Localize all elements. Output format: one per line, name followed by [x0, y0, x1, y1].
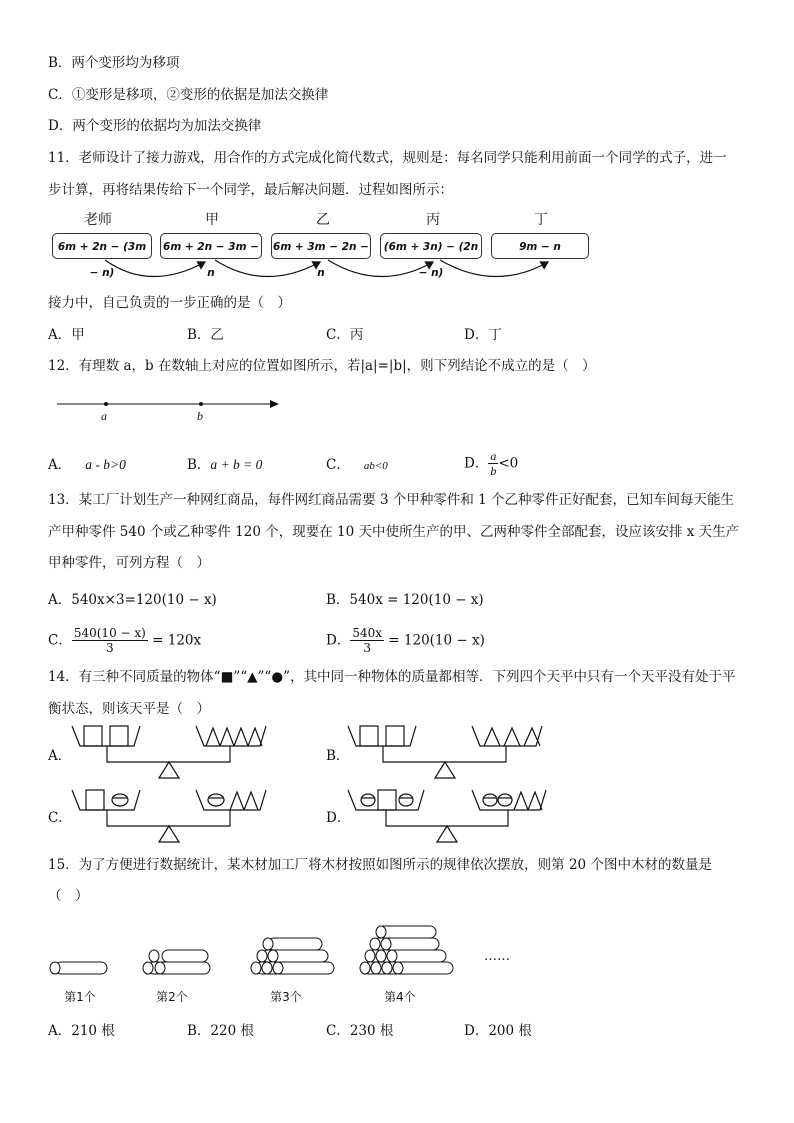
q10-option-d: D．两个变形的依据均为加法交换律 — [48, 118, 262, 134]
logs-fig-1 — [50, 962, 107, 974]
q12-option-c: C． ab<0 — [326, 457, 388, 473]
relay-box-teacher: 6m + 2n − (3m − n) — [52, 233, 152, 259]
relay-name-ding: 丁 — [534, 212, 548, 228]
q13-line2: 产甲种零件 540 个或乙种零件 120 个，现要在 10 天中使所生产的甲、乙两种零件全部配套，设应该安排 x 天生产 — [48, 524, 740, 540]
relay-box-yi: 6m + 3m − 2n − n — [271, 233, 371, 259]
logs-fig-2 — [143, 950, 210, 974]
logs-fig-4 — [360, 926, 453, 974]
arrow-4 — [440, 260, 548, 277]
q12-option-b: B．a + b = 0 — [187, 457, 263, 473]
q10-option-c: C．①变形是移项，②变形的依据是加法交换律 — [48, 87, 329, 103]
q14-line1: 14．有三种不同质量的物体“■”“▲”“●”，其中同一种物体的质量都相等．下列四个天平中只有一个天平没有处于平 — [48, 669, 736, 685]
logs-ellipsis: …… — [484, 949, 510, 964]
balance-c — [72, 786, 272, 844]
relay-box-bing: (6m + 3n) − (2n − n) — [380, 233, 482, 259]
q12-stem: 12．有理数 a，b 在数轴上对应的位置如图所示，若|a|=|b|，则下列结论不成立的是（ ） — [48, 358, 596, 374]
q11-question: 接力中，自己负责的一步正确的是（ ） — [48, 295, 291, 311]
caption-fig-4: 第4个 — [384, 990, 416, 1004]
caption-fig-2: 第2个 — [156, 990, 188, 1004]
relay-box-ding: 9m − n — [491, 233, 589, 259]
q11-option-b: B．乙 — [187, 327, 224, 343]
q15-option-d: D．200 根 — [464, 1023, 532, 1039]
relay-name-jia: 甲 — [205, 212, 219, 228]
relay-name-teacher: 老师 — [84, 212, 112, 228]
q13-line3: 甲种零件，可列方程（ ） — [48, 555, 210, 571]
label-a: a — [101, 409, 107, 423]
balance-d — [348, 786, 548, 844]
point-b — [199, 402, 203, 406]
q13-option-b: B．540x = 120(10 − x) — [326, 592, 484, 608]
relay-name-bing: 丙 — [426, 212, 440, 228]
relay-name-yi: 乙 — [316, 212, 330, 228]
relay-arrows — [0, 0, 794, 300]
q12-option-a: A． a - b>0 — [48, 457, 126, 473]
q11-stem-line2: 步计算，再将结果传给下一个同学，最后解决问题．过程如图所示： — [48, 182, 453, 198]
q11-option-a: A．甲 — [48, 327, 85, 343]
arrow-3 — [328, 260, 433, 277]
q11-stem-line1: 11．老师设计了接力游戏，用合作的方式完成化简代数式，规则是：每名同学只能利用前面一个同学的式子，进一 — [48, 150, 727, 166]
arrow-1 — [105, 260, 205, 277]
point-a — [104, 402, 108, 406]
q14-option-a: A． — [48, 748, 72, 764]
number-line — [0, 392, 794, 432]
relay-box-jia: 6m + 2n − 3m − n — [160, 233, 262, 259]
balance-b — [348, 722, 548, 780]
q14-option-d: D． — [326, 810, 351, 826]
q15-option-b: B．220 根 — [187, 1023, 254, 1039]
q15-option-c: C．230 根 — [326, 1023, 394, 1039]
q13-line1: 13．某工厂计划生产一种网红商品，每件网红商品需要 3 个甲种零件和 1 个乙种零件正好配套，已知车间每天能生 — [48, 492, 735, 508]
q11-option-d: D．丁 — [464, 327, 502, 343]
balance-a — [72, 722, 272, 780]
caption-fig-3: 第3个 — [270, 990, 302, 1004]
q13-option-c: C． $\frac{540(10 - x)}{3}$ = 120x — [48, 626, 202, 655]
logs-fig-3 — [251, 938, 334, 974]
q13-option-d: D． $\frac{540x}{3}$ = 120(10 − x) — [326, 626, 485, 655]
q12-option-d: D． $\frac{a}{b}$ <0 — [464, 449, 519, 478]
q10-option-b: B．两个变形均为移项 — [48, 55, 180, 71]
q14-line2: 衡状态，则该天平是（ ） — [48, 701, 210, 717]
caption-fig-1: 第1个 — [64, 990, 96, 1004]
q14-option-b: B． — [326, 748, 350, 764]
label-b: b — [197, 409, 203, 423]
q14-option-c: C． — [48, 810, 72, 826]
arrow-2 — [215, 260, 320, 277]
logs-figures — [0, 920, 794, 980]
q15-option-a: A．210 根 — [48, 1023, 115, 1039]
q15-line2: （ ） — [48, 888, 89, 904]
q15-line1: 15．为了方便进行数据统计，某木材加工厂将木材按照如图所示的规律依次摆放，则第 20 个图中木材的数量是 — [48, 857, 712, 873]
q13-option-a: A．540x×3=120(10 − x) — [48, 592, 217, 608]
q11-option-c: C．丙 — [326, 327, 364, 343]
